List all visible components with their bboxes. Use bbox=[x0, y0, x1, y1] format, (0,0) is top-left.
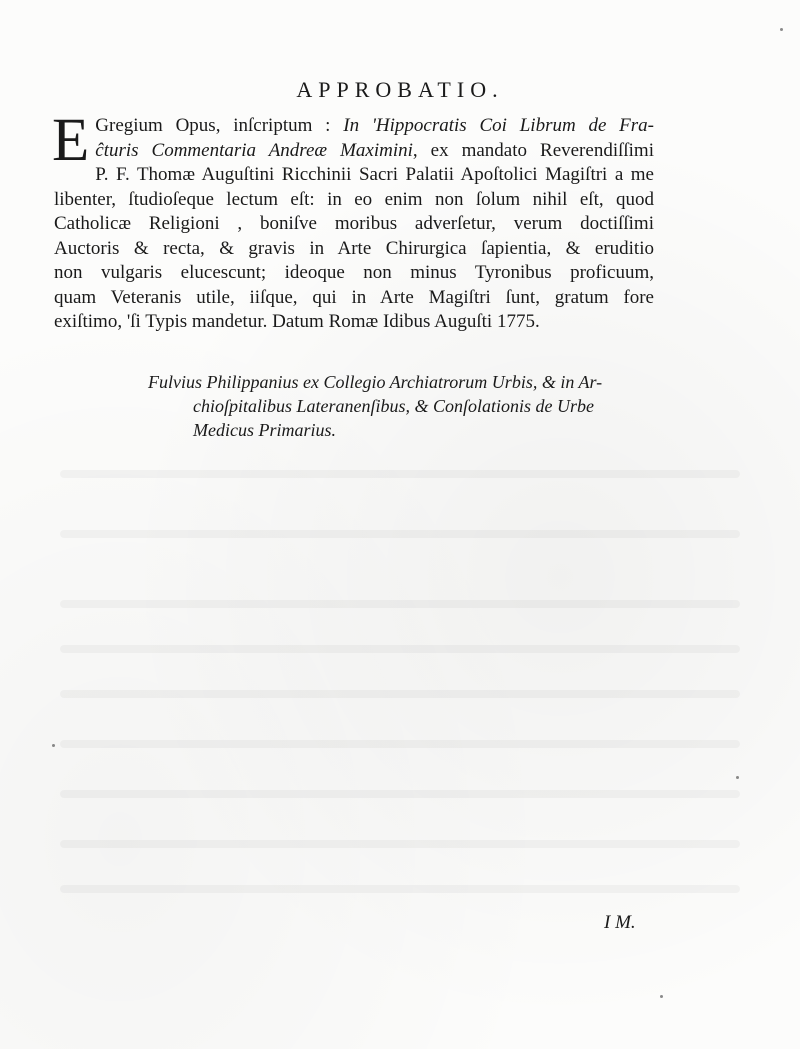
paper-speck bbox=[52, 744, 55, 747]
text-segment: Catholicæ Religioni , boniſve moribus adverſetur, verum doctiſſimi bbox=[54, 213, 654, 234]
text-segment: , ex mandato Reverendiſſimi bbox=[412, 139, 654, 161]
body-line bbox=[54, 261, 654, 286]
body-line bbox=[54, 237, 654, 262]
bleed-through-line bbox=[60, 690, 740, 698]
drop-cap: E bbox=[52, 107, 90, 174]
italic-segment: In 'Hippocratis Coi Librum de Fra- bbox=[343, 115, 655, 136]
body-line bbox=[54, 212, 654, 237]
bleed-through-line bbox=[60, 740, 740, 748]
body-line bbox=[54, 286, 654, 311]
bleed-through-line bbox=[60, 470, 740, 478]
signature-line: Fulvius Philippanius ex Collegio Archiatrorum Urbis, & in Ar- bbox=[148, 372, 603, 392]
text-segment: quam Veteranis utile, iiſque, qui in Arte Magiſtri ſunt, gratum fore bbox=[54, 286, 654, 308]
body-line bbox=[54, 163, 654, 188]
bleed-through-line bbox=[60, 840, 740, 848]
paper-speck bbox=[736, 776, 739, 779]
bleed-through-line bbox=[60, 600, 740, 608]
body-line bbox=[54, 310, 654, 335]
text-segment: Auctoris & recta, & gravis in Arte Chirurgica ſapientia, & eruditio bbox=[54, 237, 654, 259]
signature-line: Medicus Primarius. bbox=[193, 420, 336, 440]
bleed-through-line bbox=[60, 790, 740, 798]
catchword: I M. bbox=[604, 912, 636, 933]
text-segment: P. F. Thomæ Auguſtini Ricchinii Sacri Palatii Apoſtolici Magiſtri a me bbox=[95, 164, 654, 185]
signature-block bbox=[148, 370, 648, 442]
bleed-through-line bbox=[60, 530, 740, 538]
signature-line: chioſpitalibus Lateranenſibus, & Conſolationis de Urbe bbox=[193, 396, 595, 416]
body-line bbox=[54, 188, 654, 213]
body-line bbox=[54, 114, 654, 139]
approbatio-heading: APPROBATIO. bbox=[296, 76, 504, 102]
text-segment: Gregium Opus, inſcriptum : bbox=[95, 115, 344, 136]
italic-segment: ĉturis Commentaria Andreæ Maximini bbox=[95, 139, 413, 161]
text-segment: exiſtimo, 'ſi Typis mandetur. Datum Romæ Idibus Auguſti 1775. bbox=[54, 311, 540, 332]
body-line bbox=[54, 139, 654, 164]
paper-speck bbox=[780, 28, 783, 31]
bleed-through-line bbox=[60, 645, 740, 653]
text-segment: libenter, ſtudioſeque lectum eſt: in eo enim non ſolum nihil eſt, quod bbox=[54, 188, 654, 210]
text-segment: non vulgaris elucescunt; ideoque non minus Tyronibus proficuum, bbox=[54, 262, 654, 283]
bleed-through-line bbox=[60, 885, 740, 893]
approbation-body bbox=[52, 107, 655, 335]
paper-speck bbox=[660, 995, 663, 998]
